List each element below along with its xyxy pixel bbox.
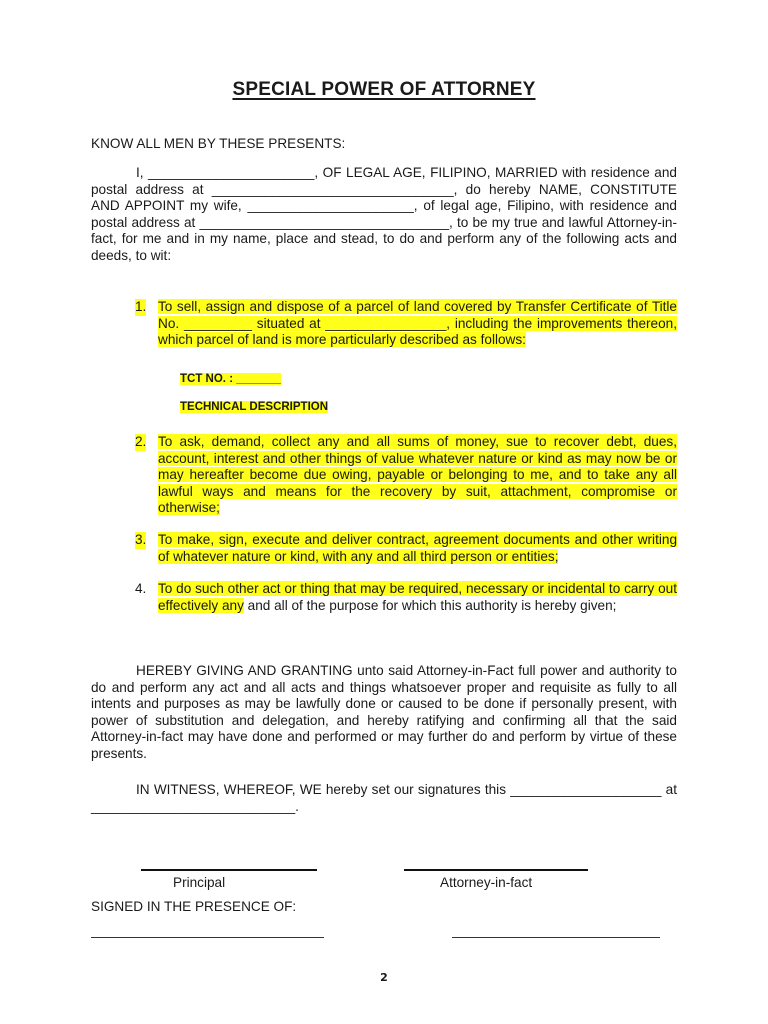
list-item <box>135 299 677 349</box>
tct-number-label: TCT NO. : _______ <box>180 373 281 385</box>
intro-paragraph: I, ______________________, OF LEGAL AGE, FILIPINO, MARRIED with residence and postal address at ________________________________, do hereby NAME, CONSTITUTE AND APPOINT my wife, ______________________, of legal age, Filipino, with residence and postal address at _________________________________, to be my true and lawful Attorney-in-fact, for me and in my name, place and stead, to do and perform any of the following acts and deeds, to wit: <box>91 165 677 263</box>
signed-presence-label: SIGNED IN THE PRESENCE OF: <box>91 899 297 914</box>
technical-description-label: TECHNICAL DESCRIPTION <box>180 401 329 413</box>
principal-label: Principal <box>173 875 226 890</box>
item-number: 4. <box>135 581 147 596</box>
item-text: To sell, assign and dispose of a parcel of land covered by Transfer Certificate of Title No. _________ situated at ________________, including the improvements thereon, which parcel of land is more particularly described as follows: <box>158 299 677 348</box>
document-title: SPECIAL POWER OF ATTORNEY <box>232 79 536 100</box>
item-number: 3. <box>135 532 147 547</box>
witness-signature-line-1 <box>91 937 324 938</box>
item-number: 1. <box>135 299 147 314</box>
powers-list <box>135 299 677 349</box>
powers-list-continued <box>135 434 677 517</box>
item-text-highlighted: To do such other act or thing that may be required, necessary or incidental to carry out effectively any <box>158 581 677 613</box>
list-item <box>135 434 677 517</box>
principal-signature-line <box>141 869 317 871</box>
item-number: 2. <box>135 434 147 449</box>
item-text: To ask, demand, collect any and all sums of money, sue to recover debt, dues, account, interest and other things of value whatever nature or kind as may now be or may hereafter become due owing, payable or belonging to me, and to take any all lawful ways and means for the recovery by suit, attachment, compromise or otherwise; <box>158 434 677 516</box>
attorney-label: Attorney-in-fact <box>440 875 533 890</box>
item-text: To make, sign, execute and deliver contract, agreement documents and other writing of whatever nature or kind, with any and all third person or entities; <box>158 532 677 564</box>
page-number: 2 <box>380 971 388 984</box>
witness-paragraph: IN WITNESS, WHEREOF, WE hereby set our signatures this ____________________ at ___________________________. <box>91 782 677 814</box>
list-item <box>135 532 677 565</box>
granting-paragraph: HEREBY GIVING AND GRANTING unto said Attorney-in-Fact full power and authority to do and perform any act and all acts and things whatsoever proper and requisite as fully to all intents and purposes as may be lawfully done or caused to be done if personally present, with power of substitution and delegation, and hereby ratifying and confirming all that the said Attorney-in-fact may have done and performed or may further do and perform by virtue of these presents. <box>91 663 677 761</box>
attorney-signature-line <box>404 869 588 871</box>
preamble: KNOW ALL MEN BY THESE PRESENTS: <box>91 136 346 151</box>
list-item <box>135 581 677 614</box>
witness-signature-line-2 <box>452 937 660 938</box>
item-text-plain: and all of the purpose for which this authority is hereby given; <box>243 597 617 613</box>
